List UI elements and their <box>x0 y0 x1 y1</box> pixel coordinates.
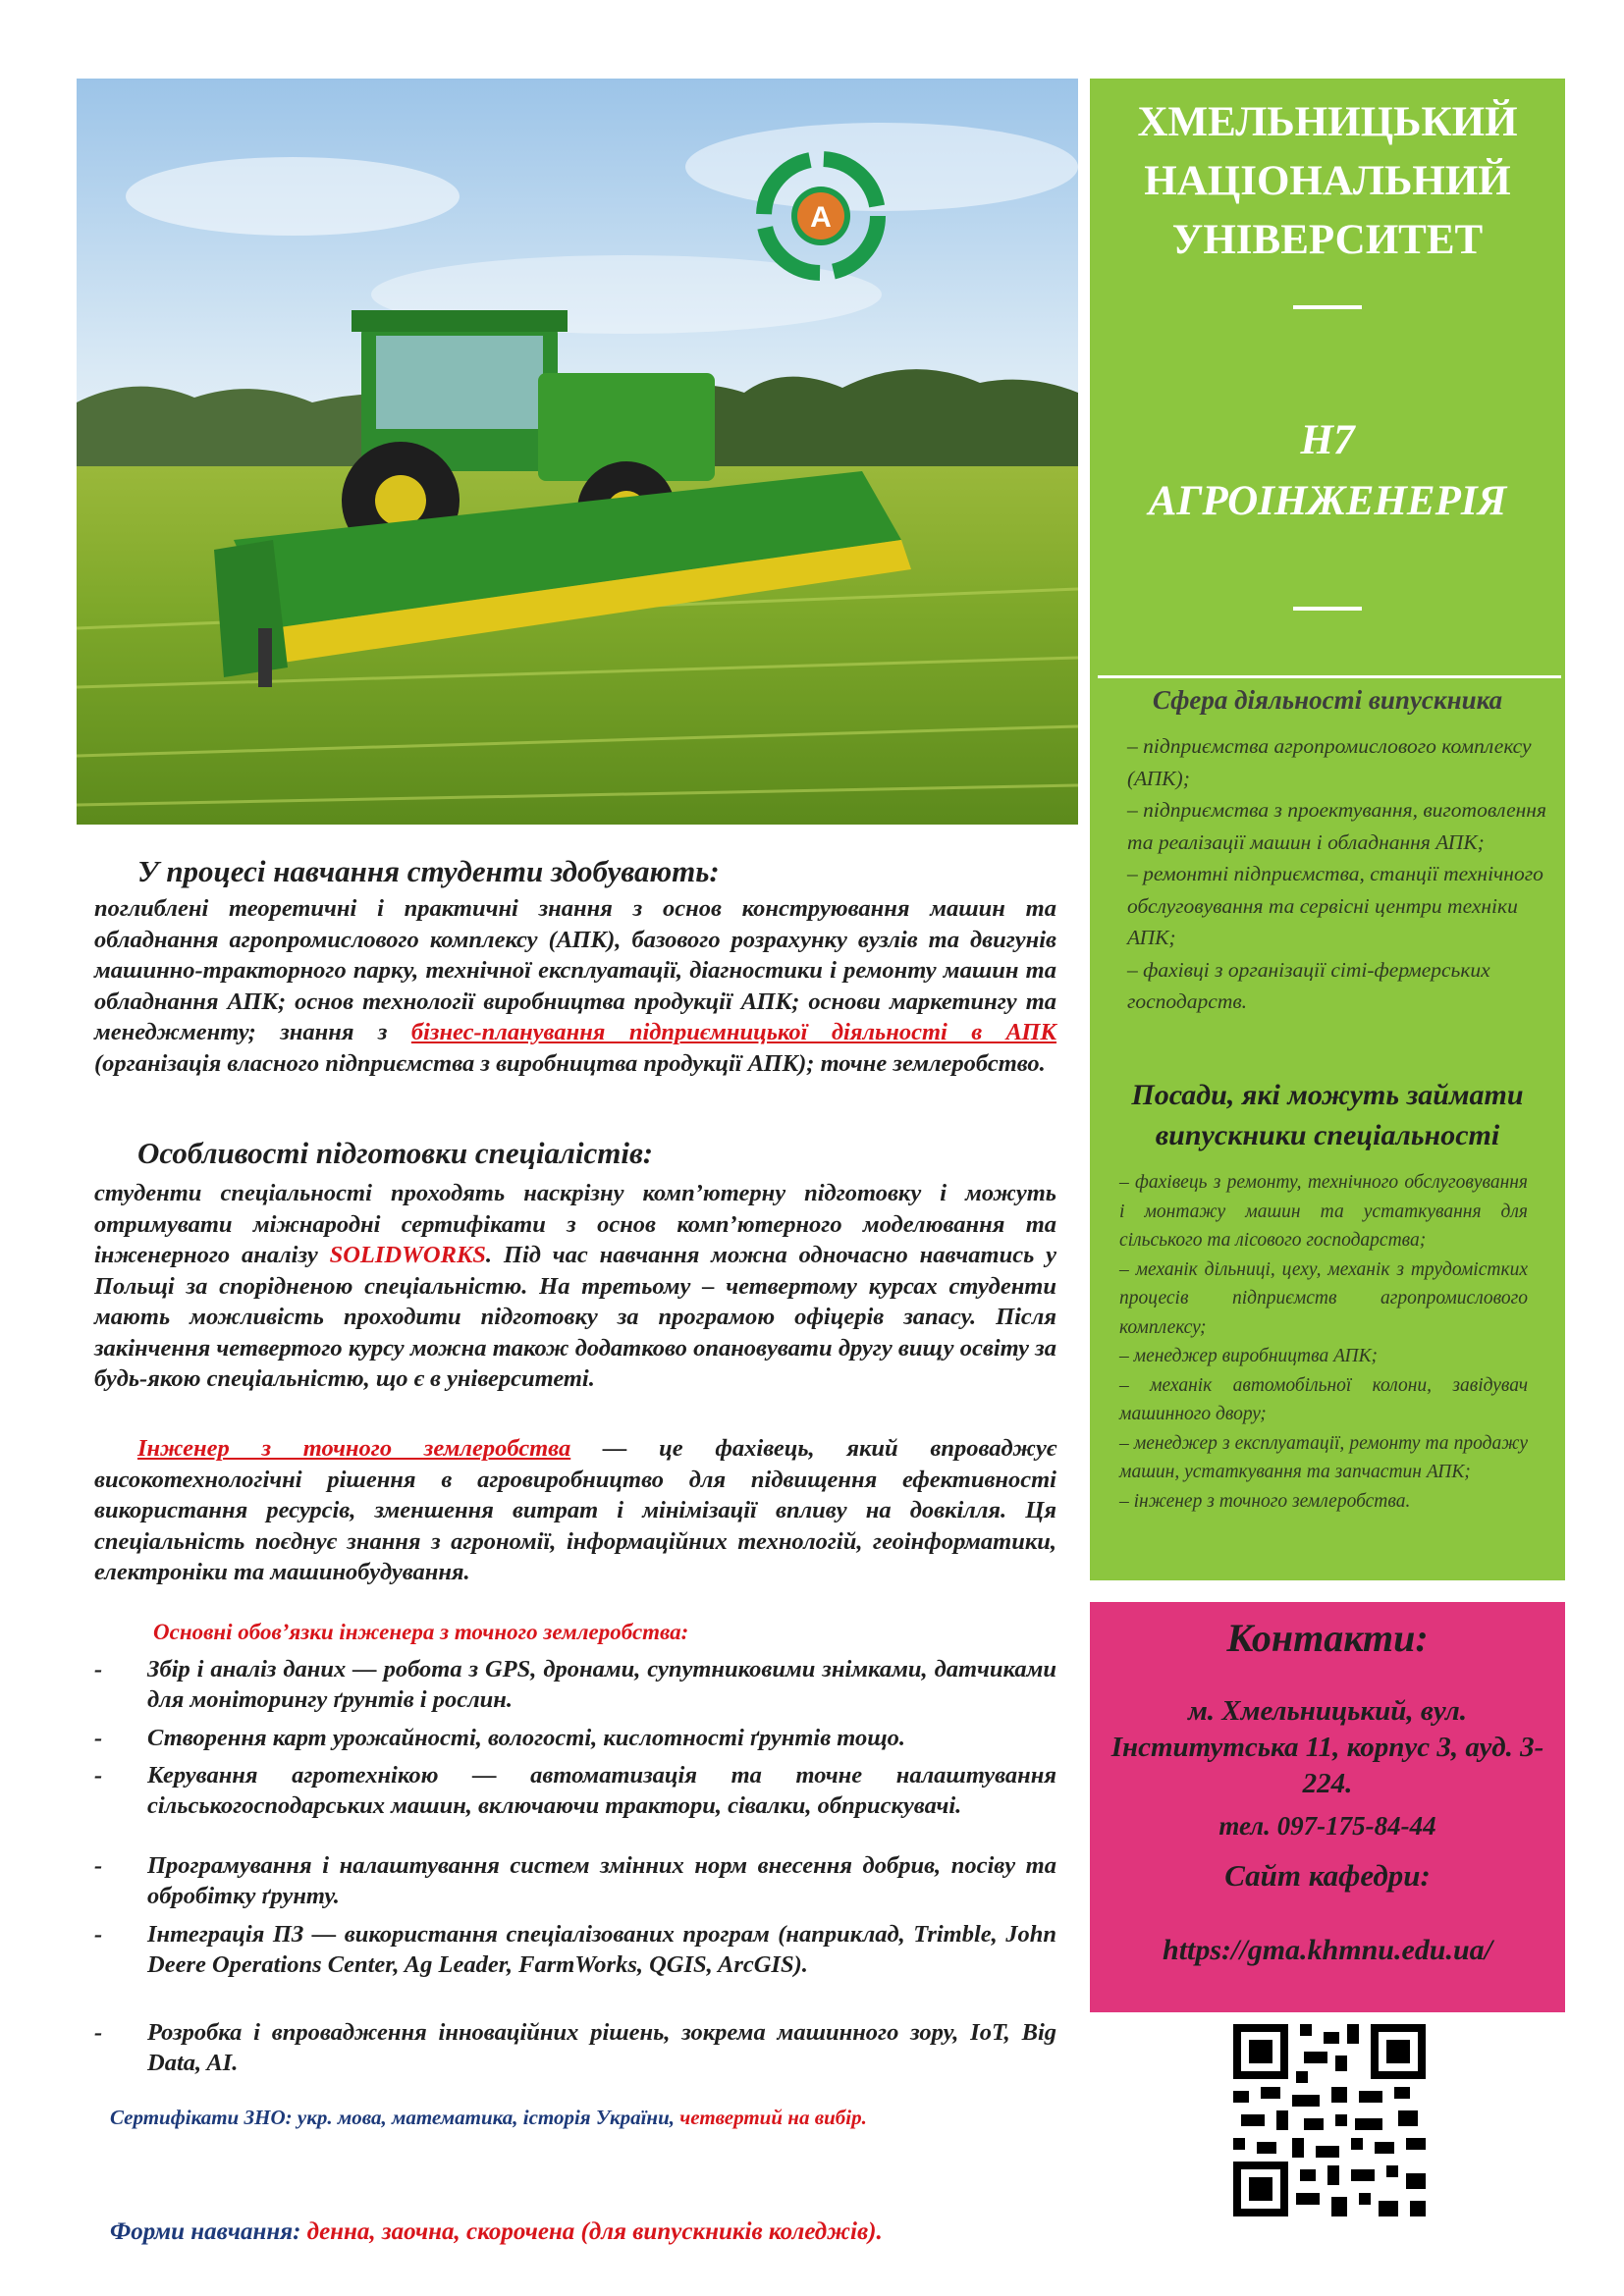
svg-text:А: А <box>810 201 832 234</box>
list-item: – підприємства з проектування, виготовлення та реалізації машин і обладнання АПК; <box>1127 798 1546 854</box>
list-item: – менеджер з експлуатації, ремонту та продажу машин, устаткування та запчастин АПК; <box>1119 1432 1528 1482</box>
learn-paragraph: поглиблені теоретичні і практичні знання з основ конструювання машин та обладнання агропромислового комплексу (АПК), базового розрахунку вузлів та двигунів машинно-тракторного парку, технічної експлуатації, діагностики і ремонту машин та обладнання АПК; основ технології виробництва продукції АПК; основи маркетингу та менеджменту; знання з бізнес-планування підприємницької діяльності в АПК (організація власного підприємства з виробництва продукції АПК); точне землеробство. <box>94 895 1057 1077</box>
list-item: – механік дільниці, цеху, механік з трудомістких процесів підприємств агропромислового комплексу; <box>1119 1258 1528 1338</box>
list-item: - Інтеграція ПЗ — використання спеціалізованих програм (наприклад, Trimble, John Deere Operations Center, Ag Leader, FarmWorks, QGIS, ArcGIS). <box>94 1921 1056 1978</box>
divider-line <box>1098 675 1561 678</box>
divider-dash <box>1293 607 1362 611</box>
sphere-list <box>1127 730 1549 1018</box>
solidworks-highlight: SOLIDWORKS <box>329 1242 486 1268</box>
list-item: – фахівці з організації сіті-фермерських господарств. <box>1127 957 1490 1013</box>
features-paragraph: студенти спеціальності проходять наскрізну комп’ютерну підготовку і можуть отримувати міжнародні сертифікати з основ комп’ютерного моделювання та інженерного аналізу SOLIDWORKS. Під час навчання можна одночасно навчатись у Польщі за спорідненою спеціальністю. На третьому – четвертому курсах студенти мають можливість проходити підготовку за програмою офіцерів запасу. Після закінчення четвертого курсу можна також додатково опановувати другу вищу освіту за будь-якою спеціальністю, що є в університеті. <box>94 1180 1056 1392</box>
business-planning-link[interactable]: бізнес-планування підприємницької діяльності в АПК <box>410 1019 1057 1045</box>
divider-dash <box>1293 305 1362 309</box>
hero-image <box>77 79 1078 825</box>
positions-list <box>1119 1168 1528 1516</box>
list-item: - Збір і аналіз даних — робота з GPS, дронами, супутниковими знімками, датчиками для моніторингу ґрунтів і рослин. <box>94 1656 1056 1713</box>
university-name: ХМЕЛЬНИЦЬКИЙ НАЦІОНАЛЬНИЙ УНІВЕРСИТЕТ <box>1137 99 1518 263</box>
zno-line: Сертифікати ЗНО: укр. мова, математика, історія України, четвертий на вибір. <box>110 2106 867 2129</box>
contacts-address: м. Хмельницький, вул. Інститутська 11, корпус 3, ауд. 3-224. <box>1110 1695 1544 1799</box>
sphere-heading: Сфера діяльності випускника <box>1152 685 1503 715</box>
list-item: - Програмування і налаштування систем змінних норм внесення добрив, посіву та обробітку ґрунту. <box>94 1852 1056 1909</box>
study-forms-line: Форми навчання: денна, заочна, скорочена (для випускників коледжів). <box>110 2218 883 2245</box>
engineer-term: Інженер з точного землеробства <box>137 1435 571 1462</box>
site-link[interactable]: https://gma.khmnu.edu.ua/ <box>1163 1934 1492 1966</box>
engineer-paragraph: Інженер з точного землеробства — це фахівець, який впроваджує високотехнологічні рішення в агровиробництво для підвищення ефективності використання ресурсів, зменшення витрат і мінімізації впливу на довкілля. Ця спеціальність поєднує знання з агрономії, інформаційних технологій, геоінформатики, електроніки та машинобудування. <box>94 1435 1057 1585</box>
list-item: - Розробка і впровадження інноваційних рішень, зокрема машинного зору, IoT, Big Data, AI. <box>94 2019 1056 2076</box>
contacts-phone: тел. 097-175-84-44 <box>1218 1811 1436 1841</box>
qr-code <box>1233 2024 1426 2216</box>
list-item: – менеджер виробництва АПК; <box>1119 1346 1379 1366</box>
list-item: – інженер з точного землеробства. <box>1119 1490 1411 1512</box>
list-item: – ремонтні підприємства, станції технічного обслуговування та сервісні центри техніки АПК; <box>1127 862 1543 949</box>
positions-heading: Посади, які можуть займати випускники спеціальності <box>1131 1079 1524 1151</box>
learn-heading: У процесі навчання студенти здобувають: <box>137 854 720 888</box>
list-item: - Керування агротехнікою — автоматизація та точне налаштування сільськогосподарських машин, включаючи трактори, сівалки, обприскувачі. <box>94 1762 1056 1819</box>
contacts-heading: Контакти: <box>1226 1616 1429 1660</box>
list-item: – механік автомобільної колони, завідувач машинного двору; <box>1119 1374 1528 1424</box>
specialty-title: H7 АГРОІНЖЕНЕРІЯ <box>1148 417 1507 524</box>
list-item: – фахівець з ремонту, технічного обслуговування і монтажу машин та устаткування для сільського та лісового господарства; <box>1119 1172 1528 1251</box>
duties-heading: Основні обов’язки інженера з точного землеробства: <box>153 1620 689 1644</box>
list-item: – підприємства агропромислового комплексу (АПК); <box>1127 734 1532 790</box>
site-label: Сайт кафедри: <box>1224 1858 1431 1893</box>
list-item: - Створення карт урожайності, вологості, кислотності ґрунтів тощо. <box>94 1725 906 1751</box>
features-heading: Особливості підготовки спеціалістів: <box>137 1136 654 1170</box>
